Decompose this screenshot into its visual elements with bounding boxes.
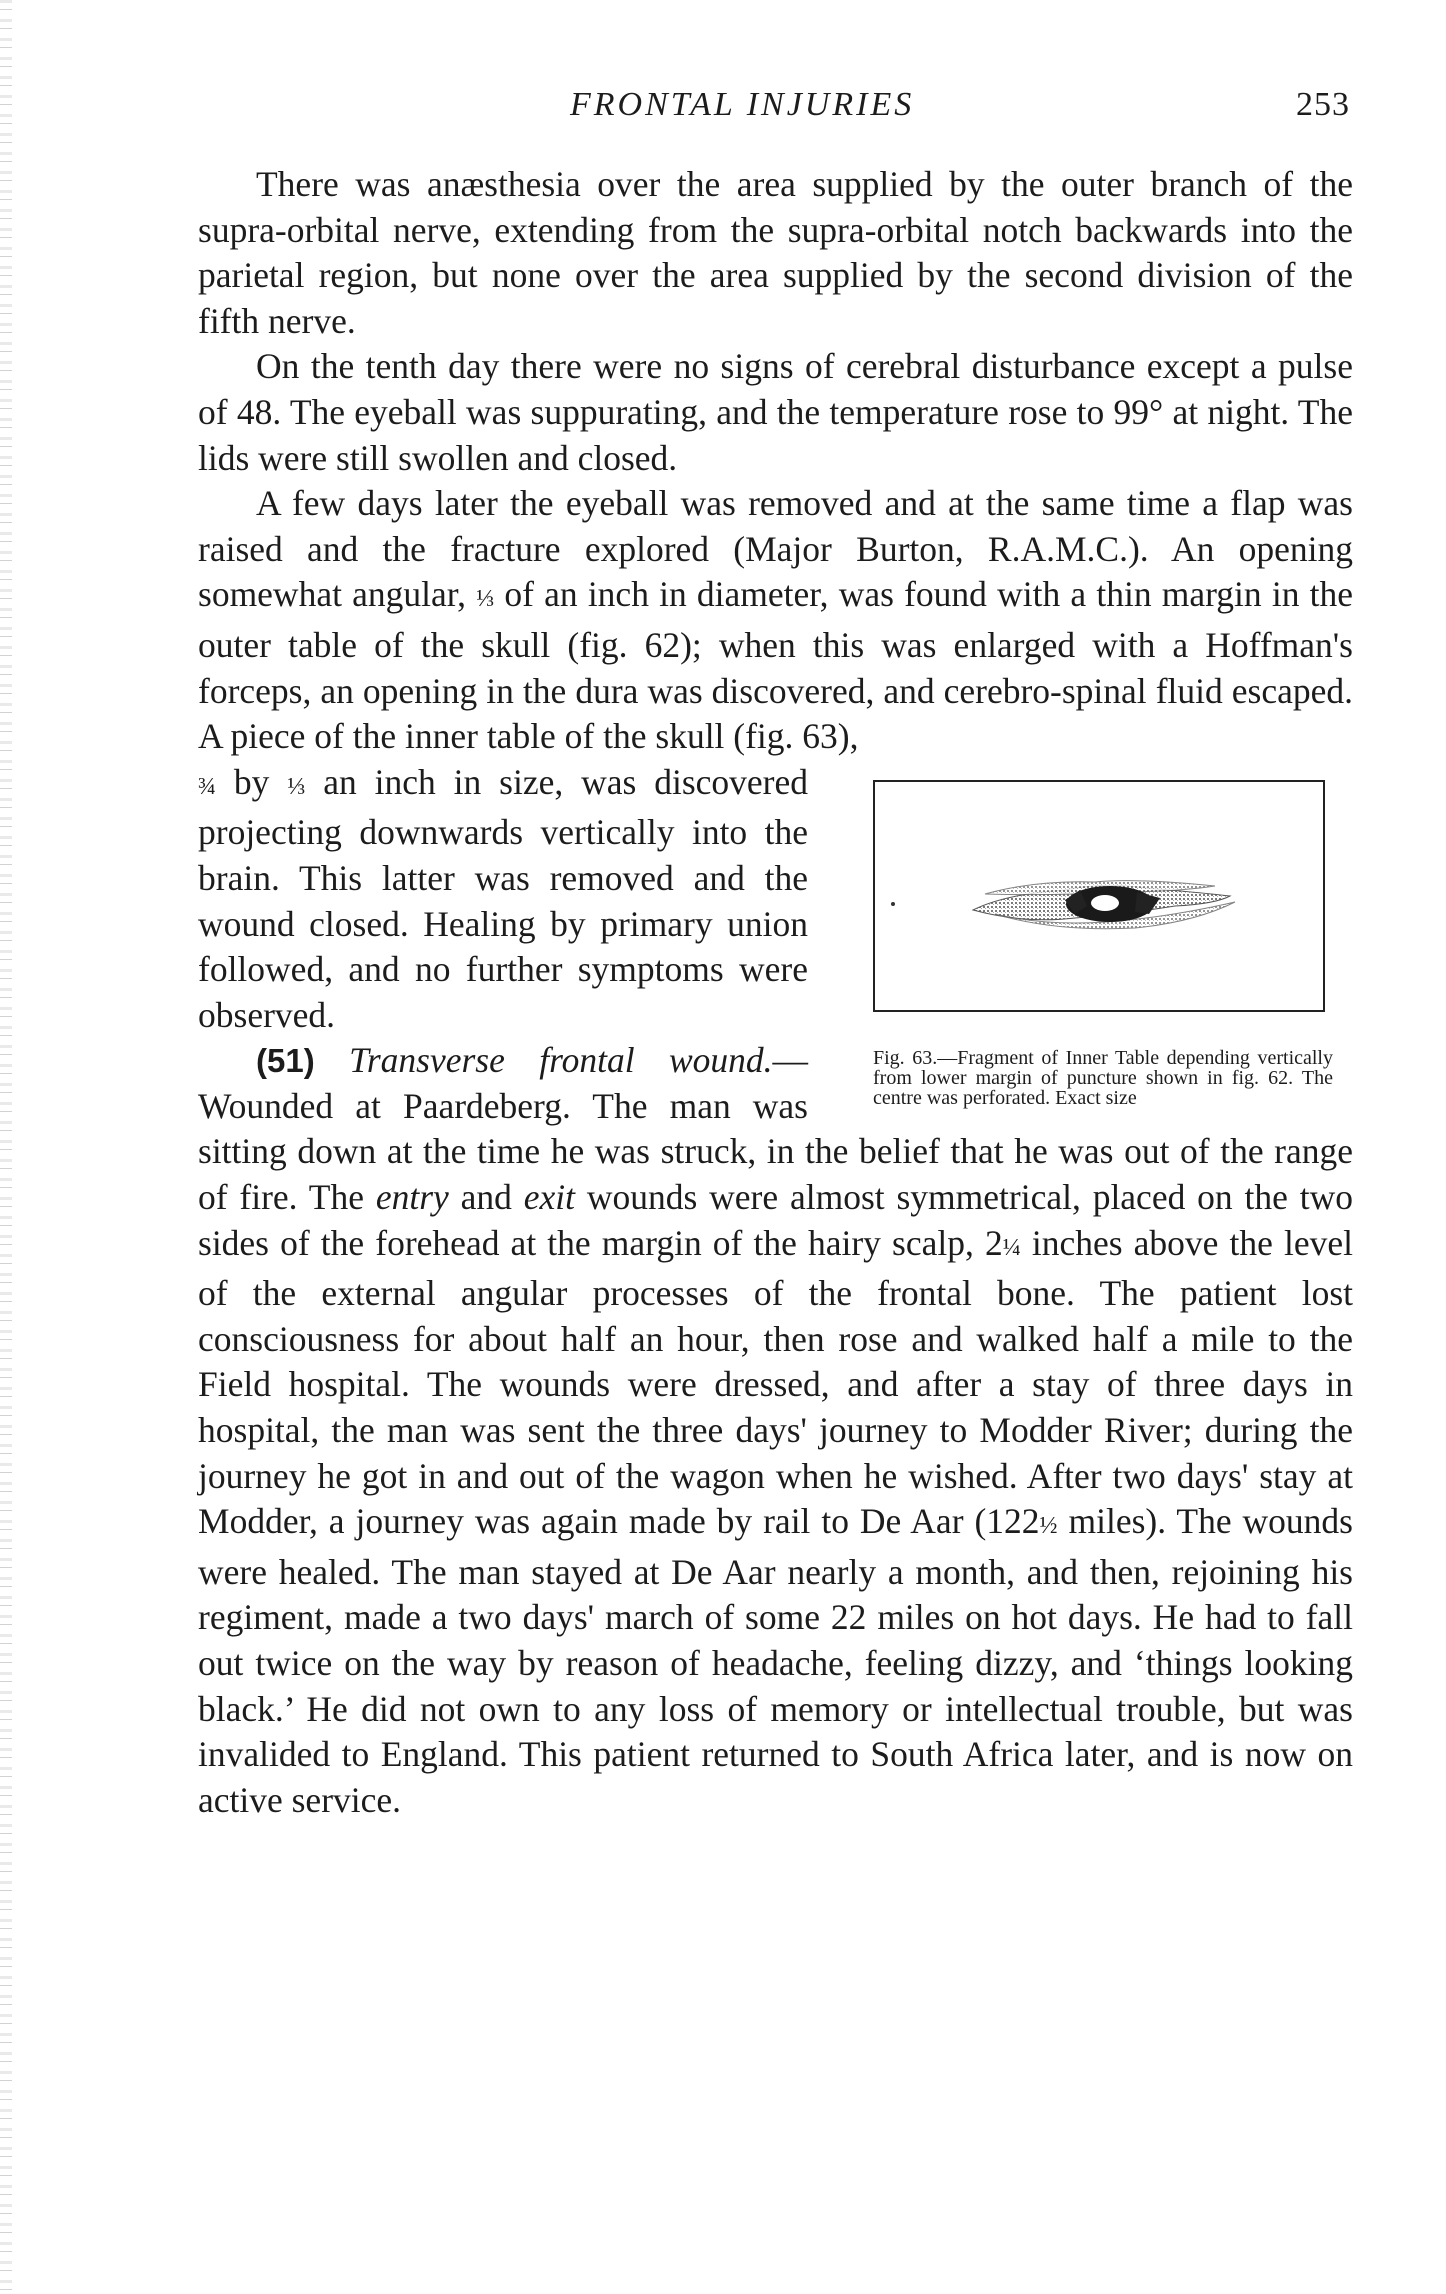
fraction: ¾ [198, 773, 216, 800]
running-head-title: FRONTAL INJURIES [570, 86, 915, 123]
text-run: of an inch in diameter, was found with a thin margin in the outer table of the skull (fig. 62); when this was enlarged with a Hoffman's forceps, an opening in the dura was discovered, and cerebro-spinal fluid escaped. A piece of the inner table of the skull (fig. 63), [198, 574, 1353, 757]
text-run: an inch in size, was discovered projecting downwards vertically into the brain. This latter was removed and the wound closed. Healing by primary union followed, and no further symptoms were observed. [198, 761, 808, 1035]
scan-edge-shadow [0, 0, 12, 2294]
fraction: ¼ [1002, 1234, 1021, 1261]
paragraph-anaesthesia: There was anæsthesia over the area supplied by the outer branch of the supra-orbital nerve, extending from the supra-orbital notch backwards into the parietal region, but none over the area supplied by the second division of the fifth nerve. [198, 164, 1353, 341]
italic-term: entry [375, 1177, 449, 1218]
case-title: Transverse frontal wound. [349, 1040, 773, 1081]
figure-caption: Fig. 63.—Fragment of Inner Table depending vertically from lower margin of puncture shown in fig. 62. The centre was perforated. Exact size [873, 1046, 1333, 1109]
running-head [200, 86, 1350, 126]
paragraph-fracture-explored [198, 481, 1353, 760]
figure-63 [853, 780, 1353, 1108]
paragraph-tenth-day: On the tenth day there were no signs of cerebral disturbance except a pulse of 48. The eyeball was suppurating, and the temperature rose to 99° at night. The lids were still swollen and closed. [198, 346, 1353, 478]
fraction: ⅓ [287, 773, 306, 800]
paragraph-case-51 [198, 1038, 1353, 1823]
text-run: —Wounded at Paardeberg. The man was sitting down at the time he was struck, in the belief that he was out of the range of fire. The [198, 1040, 1353, 1218]
text-run: by [216, 761, 288, 802]
page-number: 253 [1296, 86, 1350, 123]
fraction: ⅓ [476, 586, 495, 613]
fraction: ½ [1039, 1513, 1058, 1540]
bone-fragment-icon [875, 782, 1323, 1010]
text-run: A few days later the eyeball was removed and at the same time a flap was raised and the fracture explored (Major Burton, R.A.M.C.). An opening somewhat angular, [198, 483, 1353, 615]
text-run: miles). The wounds were healed. The man stayed at De Aar nearly a month, and then, rejoining his regiment, made a two days' march of some 22 miles on hot days. He had to fall out twice on the way by reason of headache, feeling dizzy, and ‘things looking black.’ He did not own to any loss of memory or intellectual trouble, but was invalided to England. This patient returned to South Africa later, and is now on active service. [198, 1501, 1353, 1820]
text-run: and [448, 1177, 524, 1218]
body-text [198, 162, 1353, 1823]
italic-term: exit [523, 1177, 575, 1218]
figure-frame [873, 780, 1325, 1012]
text-run: inches above the level of the external angular processes of the frontal bone. The patient lost consciousness for about half an hour, then rose and walked half a mile to the Field hospital. The wounds were dressed, and after a stay of three days in hospital, the man was sent the three days' journey to Modder River; during the journey he got in and out of the wagon when he wished. After two days' stay at Modder, a journey was again made by rail to De Aar (122 [198, 1222, 1353, 1542]
text-run: wounds were almost symmetrical, placed on the two sides of the forehead at the margin of the hairy scalp, 2 [198, 1177, 1354, 1263]
case-number: (51) [256, 1042, 315, 1080]
